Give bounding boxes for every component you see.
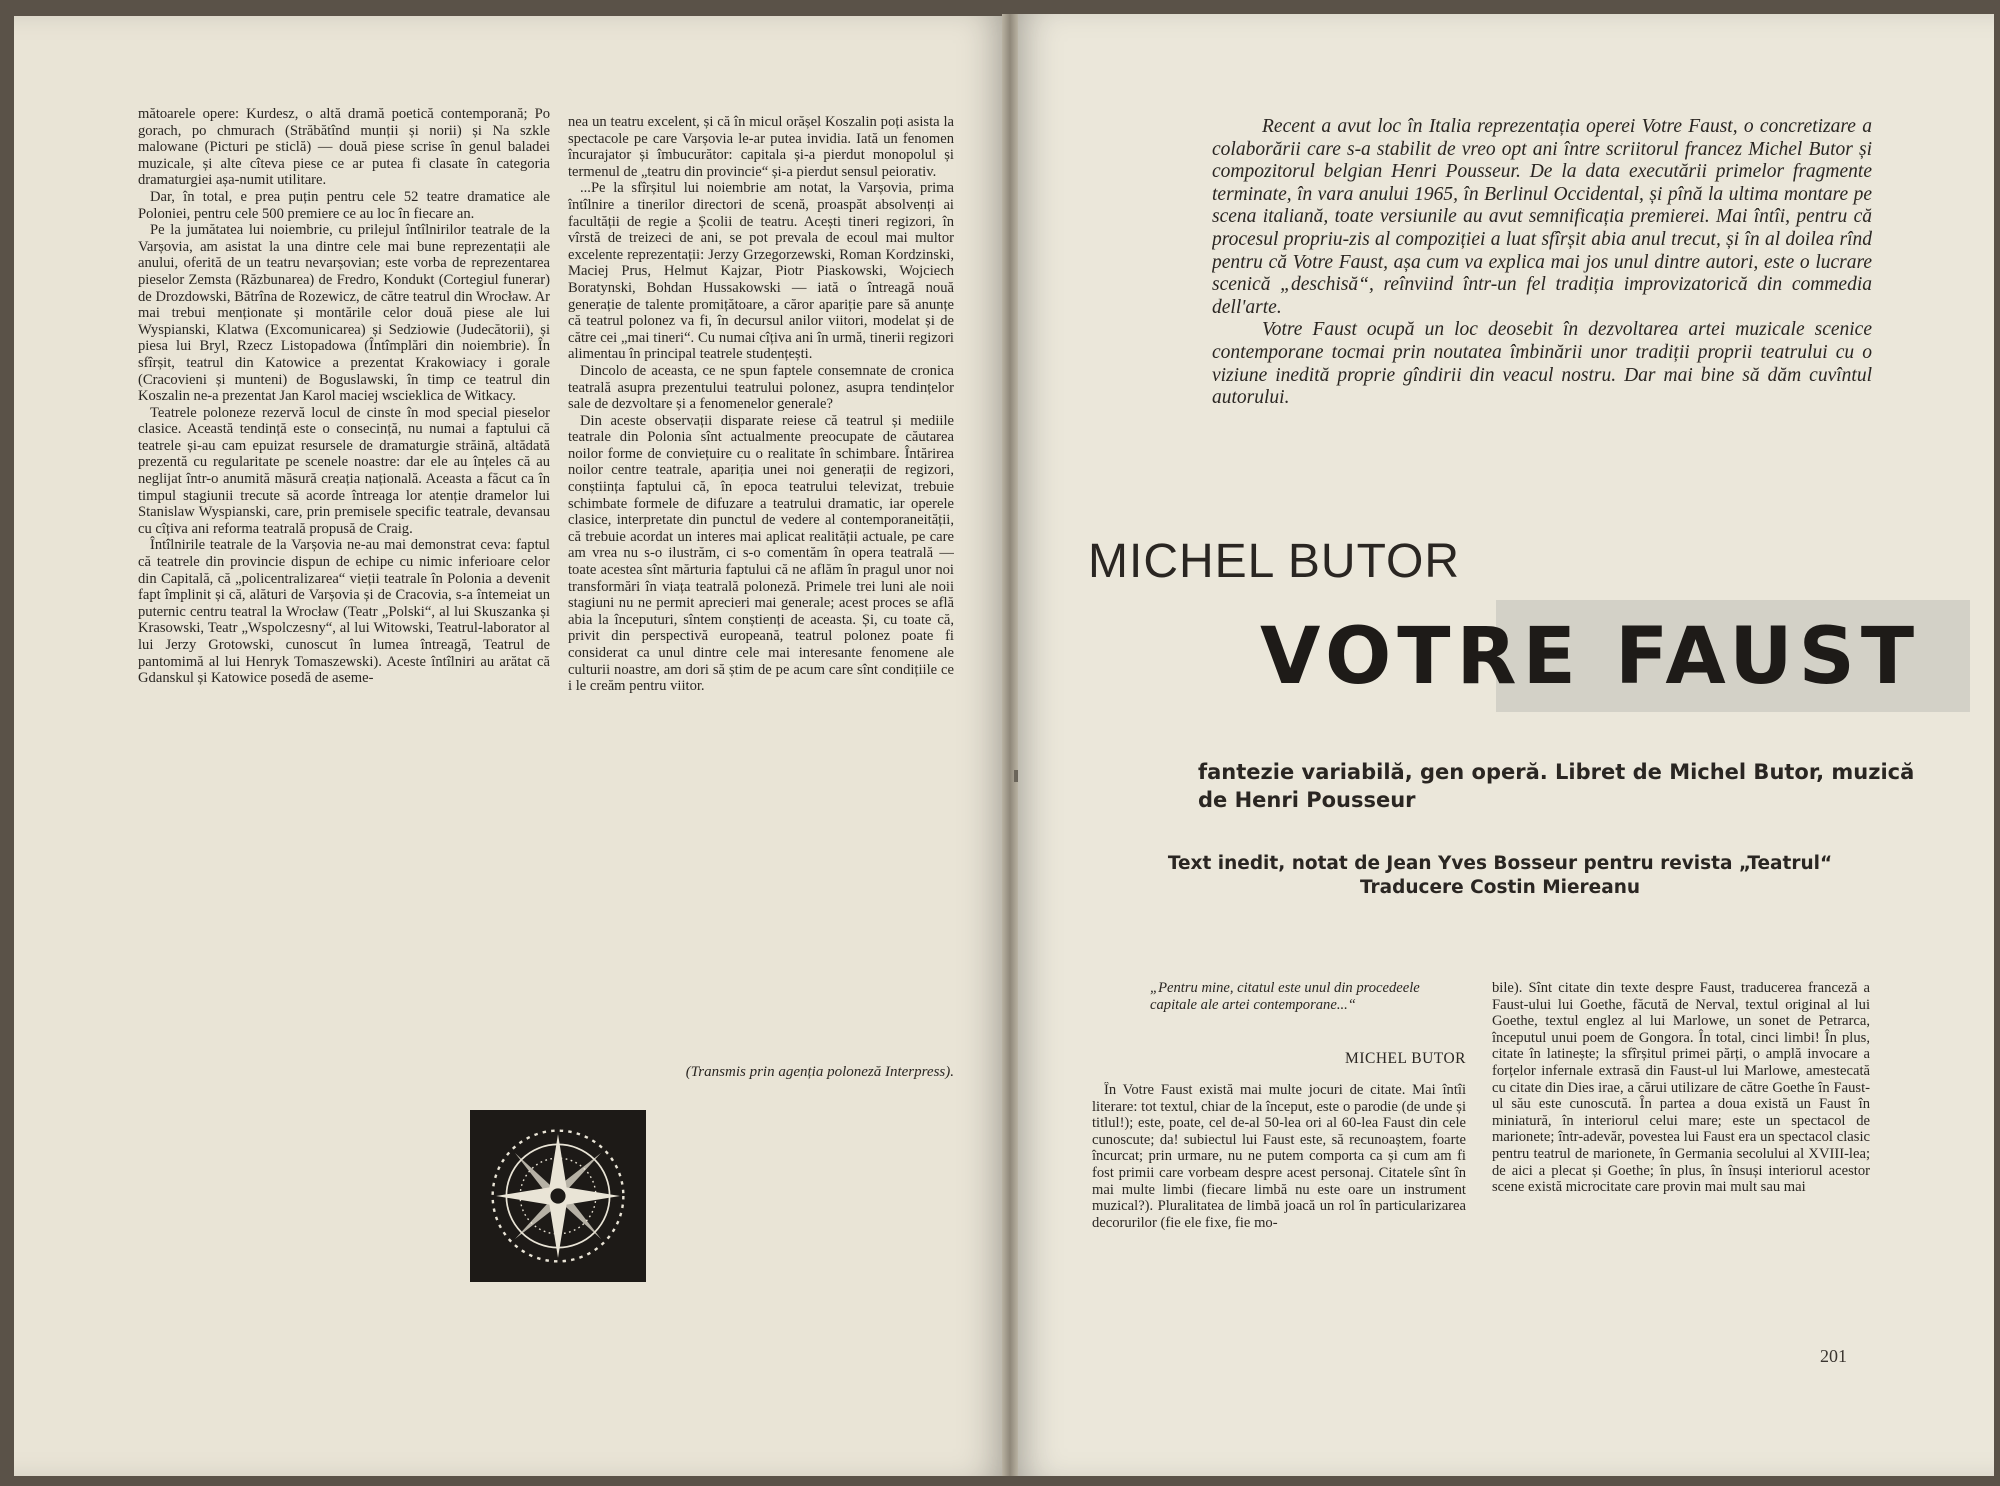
intro-text	[1212, 116, 1872, 462]
gutter-mark	[1014, 770, 1018, 782]
paragraph: nea un teatru excelent, și că în micul orășel Koszalin poți asista la spectacole pe care Varșovia le-ar putea invidia. Iată un fenomen încurajator și îmbucurător: capitala și-a pierdut monopolul și termenul de „teatru din provincie“ și-a pierdut sensul peiorativ.	[568, 114, 954, 180]
agency-credit: (Transmis prin agenția poloneză Interpress).	[685, 1064, 954, 1080]
paragraph: Votre Faust ocupă un loc deosebit în dezvoltarea artei muzicale scenice contemporane tocmai prin noutatea îmbinării unor tradiții proprii teatrului cu o viziune inedită proprie gîndirii din veacul nostru. Dar mai bine să dăm cuvîntul autorului.	[1212, 319, 1872, 409]
paragraph: ...Pe la sfîrșitul lui noiembrie am notat, la Varșovia, prima întîlnire a tinerilor directori de scenă, proaspăt absolvenți ai facultății de regie a Școlii de teatru. Acești tineri regizori, în vîrstă de treizeci de ani, se pot prevala de ecoul mai multor excelente reprezentații: Jerzy Grzegorzewski, Roman Kordzinski, Maciej Prus, Helmut Kajzar, Piotr Piaskowski, Wojciech Boratynski, Bohdan Hussakowski — iată o întreagă nouă generație de talente promițătoare, a căror apariție pare să anunțe că teatrul polonez va fi, în decursul anilor viitori, modelat și de către cei „mai tineri“. Cu numai cîțiva ani în urmă, tinerii regizori alimentau în principal teatrele studențești.	[568, 180, 954, 363]
translation-credits	[1140, 852, 1860, 900]
right-column-2	[1492, 980, 1870, 1326]
paragraph: Din aceste observații disparate reiese că teatrul și mediile teatrale din Polonia sînt actualmente preocupate de căutarea noilor forme de conviețuire cu o realitate în schimbare. Întărirea noilor centre teatrale, apariția unei noi generații de regizori, conștiința faptului că, în epoca teatrului televizat, trebuie schimbate formele de difuzare a teatrului dramatic, iar operele clasice, interpretate din punctul de vedere al contemporaneității, că trebuie acordat un interes mai aplicat realității actuale, pe care am vrea nu s-o ilustrăm, ci s-o comentăm în opera teatrală — toate acestea sînt mărturia faptului că ne aflăm în pragul unor noi transformări în viața teatrală poloneză. Primele trei luni ale noii stagiuni nu ne permit aprecieri mai generale; acest proces se află abia la începuturi, sîntem conștienți de aceasta. Și, cu toate că, privit din perspectivă europeană, teatrul polonez poate fi considerat ca unul dintre cele mai interesante fenomene ale culturii noastre, am dori să știm de pe acum care sînt condițiile ce i le creăm pentru viitor.	[568, 412, 954, 695]
woodcut-star-ornament-icon	[470, 1110, 646, 1282]
left-column-2	[568, 114, 954, 1086]
book-gutter	[1002, 14, 1018, 1476]
paragraph: mătoarele opere: Kurdesz, o altă dramă poetică contemporană; Po gorach, po chmurach (Străbătînd munții și norii) și Na szkle malowane (Picturi pe sticlă) — două piese scrise în genul baladei muzicale, și alte cîteva piese ce ar putea fi clasate în categoria dramaturgiei așa-numit utilitare.	[138, 106, 550, 189]
epigraph-quote: „Pentru mine, citatul este unul din procedeele capitale ale artei contemporane...“	[1150, 980, 1420, 1013]
paragraph: Dar, în total, e prea puțin pentru cele 52 teatre dramatice ale Poloniei, pentru cele 500 premiere ce au loc în fiecare an.	[138, 188, 550, 222]
paragraph: Teatrele poloneze rezervă locul de cinste în mod special pieselor clasice. Această tendință este o consecință, nu numai a faptului că teatrele și-au cam epuizat resursele de dramaturgie străină, altădată prezentă cu regularitate pe scenele noastre: dar ele au înțeles că au neglijat într-o anumită măsură creația națională. Aceasta a făcut ca în timpul stagiunii trecute să acorde întreaga lor atenție dramelor lui Stanislaw Wyspianski, care, prin premisele specific teatrale, devansau cu cîțiva ani reforma teatrală propusă de Craig.	[138, 404, 550, 537]
page-title: VOTRE FAUST	[1260, 612, 1921, 702]
paragraph: Dincolo de aceasta, ce ne spun faptele consemnate de cronica teatrală asupra prezentului teatrului polonez, asupra tendințelor sale de dezvoltare și a fenomenelor generale?	[568, 362, 954, 413]
left-column-1	[138, 106, 550, 1086]
paragraph: Întîlnirile teatrale de la Varșovia ne-au mai demonstrat ceva: faptul că teatrele din provincie dispun de echipe cu nimic inferioare celor din Capitală, că „policentralizarea“ vieții teatrale în Polonia a devenit fapt împlinit și că, alături de Varșovia și de Cracovia, s-a întemeiat un puternic centru teatral la Wrocław (Teatr „Polski“, al lui Skuszanka și Krasowski, Teatr „Wspolczesny“, al lui Witowski, Teatrul-laborator al lui Jerzy Grotowski, cunoscut în lumea întreagă, Teatrul de pantomimă al lui Henryk Tomaszewski). Aceste întîlniri au arătat că Gdanskul și Katowice posedă de aseme-	[138, 537, 550, 687]
page-number: 201	[1820, 1346, 1847, 1366]
paragraph: În Votre Faust există mai multe jocuri de citate. Mai întîi literare: tot textul, chiar de la început, este o parodie (de unde și titlul!); este, poate, cel de-al 50-lea ori al 60-lea Faust din cele cunoscute; da! subiectul lui Faust este, să recunoaștem, foarte încurcat; prin urmare, nu ne putem comporta ca și cum am fi fost primii care vorbeam despre acest personaj. Citatele sînt în mai multe limbi (fiecare limbă nu este oare un instrument muzical?). Pluralitatea de limbă joacă un rol în particularizarea decorurilor (fie ele fixe, fie mo-	[1092, 1082, 1466, 1231]
subtitle: fantezie variabilă, gen operă. Libret de Michel Butor, muzică de Henri Pousseur	[1198, 760, 1915, 812]
right-column-1	[1092, 1082, 1466, 1326]
epigraph-author: MICHEL BUTOR	[1345, 1050, 1466, 1067]
credits-line: Traducere Costin Miereanu	[1359, 877, 1641, 898]
credits-line: Text inedit, notat de Jean Yves Bosseur pentru revista „Teatrul“	[1167, 853, 1833, 874]
paragraph: bile). Sînt citate din texte despre Faust, traducerea franceză a Faust-ului lui Goethe, făcută de Nerval, textul original al lui Goethe, textul englez al lui Marlowe, un sonet de Petrarca, începutul unui poem de Gongora. În total, cinci limbi! În plus, citate în latinește; la sfîrșitul primei părți, o amplă invocare a forțelor infernale extrasă din Faust-ul lui Marlowe, amestecată cu citate din Dies irae, a cărui utilizare de către Goethe în Faust-ul său este cunoscută. În partea a doua există un Faust în miniatură, în interiorul celui mare; este un spectacol de marionete; într-adevăr, povestea lui Faust era un spectacol clasic pentru teatrul de marionete, în Germania secolului al XVIII-lea; de aici a plecat și Goethe; în plus, în însuși interiorul acestor scene există microcitate care provin mai mult sau mai	[1492, 980, 1870, 1196]
paragraph: Pe la jumătatea lui noiembrie, cu prilejul întîlnirilor teatrale de la Varșovia, am asistat la una dintre cele mai bune reprezentații ale anului, oferită de un teatru nevarșovian; este vorba de reprezentarea pieselor Zemsta (Răzbunarea) de Fredro, Kondukt (Cortegiul funerar) de Drozdowski, Bătrîna de Rozewicz, de către teatrul din Wrocław. Ar mai trebui menționate și montările celor două piese ale lui Wyspianski, Klatwa (Excomunicarea) și Sedziowie (Judecătorii), și piesa lui Bryl, Rzecz Listopadowa (Întîmplări din noiembrie). În sfîrșit, teatrul din Katowice a prezentat Krakowiacy i gorale (Cracovieni și munteni) de Boguslawski, în timp ce teatrul din Koszalin ne-a prezentat Jan Karol maciej wscieklica de Witkacy.	[138, 222, 550, 405]
author-heading: MICHEL BUTOR	[1088, 535, 1461, 588]
paragraph: Recent a avut loc în Italia reprezentația operei Votre Faust, o concretizare a colaborării care s-a stabilit de vreo opt ani între scriitorul francez Michel Butor și compozitorul belgian Henri Pousseur. De la data executării primelor fragmente terminate, în vara anului 1965, în Berlinul Occidental, și pînă la ultima montare pe scena italiană, toate versiunile au avut semnificația premierei. Mai întîi, pentru că procesul propriu-zis al compoziției a luat sfîrșit abia anul trecut, și în al doilea rînd pentru că Votre Faust, așa cum va explica mai jos unul dintre autori, este o lucrare scenică „deschisă“, reînviind într-un fel tradiția improvizatorică din commedia dell'arte.	[1212, 116, 1872, 318]
